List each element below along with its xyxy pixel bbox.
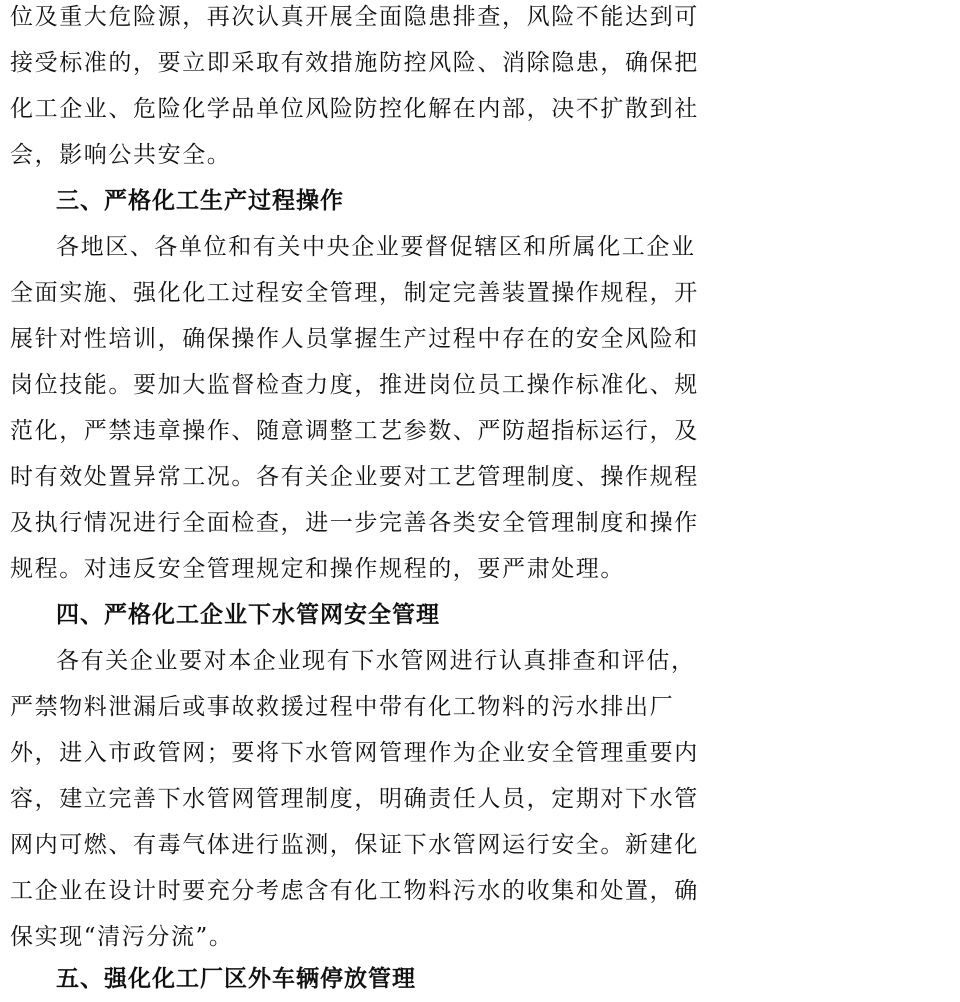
body-text-line: 会，影响公共安全。 [10,142,232,168]
body-text-line: 范化，严禁违章操作、随意调整工艺参数、严防超指标运行，及 [10,418,699,444]
body-text-line: 各地区、各单位和有关中央企业要督促辖区和所属化工企业 [56,234,696,260]
body-text-line: 规程。对违反安全管理规定和操作规程的，要严肃处理。 [10,556,625,582]
section-heading: 五、强化化工厂区外车辆停放管理 [56,966,416,992]
body-text-line: 网内可燃、有毒气体进行监测，保证下水管网运行安全。新建化 [10,832,699,858]
body-text-line: 展针对性培训，确保操作人员掌握生产过程中存在的安全风险和 [10,326,699,352]
body-text-line: 保实现“清污分流”。 [10,924,234,950]
body-text-line: 岗位技能。要加大监督检查力度，推进岗位员工操作标准化、规 [10,372,699,398]
body-text-line: 全面实施、强化化工过程安全管理，制定完善装置操作规程，开 [10,280,699,306]
body-text-line: 工企业在设计时要充分考虑含有化工物料污水的收集和处置，确 [10,878,699,904]
body-text-line: 化工企业、危险化学品单位风险防控化解在内部，决不扩散到社 [10,96,699,122]
body-text-line: 容，建立完善下水管网管理制度，明确责任人员，定期对下水管 [10,786,699,812]
section-heading: 四、严格化工企业下水管网安全管理 [56,602,440,628]
body-text-line: 及执行情况进行全面检查，进一步完善各类安全管理制度和操作 [10,510,699,536]
body-text-line: 时有效处置异常工况。各有关企业要对工艺管理制度、操作规程 [10,464,699,490]
body-text-line: 位及重大危险源，再次认真开展全面隐患排查，风险不能达到可 [10,4,699,30]
section-heading: 三、严格化工生产过程操作 [56,188,344,214]
body-text-line: 严禁物料泄漏后或事故救援过程中带有化工物料的污水排出厂 [10,694,675,720]
body-text-line: 接受标准的，要立即采取有效措施防控风险、消除隐患，确保把 [10,50,699,76]
body-text-line: 外，进入市政管网；要将下水管网管理作为企业安全管理重要内 [10,740,699,766]
body-text-line: 各有关企业要对本企业现有下水管网进行认真排查和评估， [56,648,696,674]
